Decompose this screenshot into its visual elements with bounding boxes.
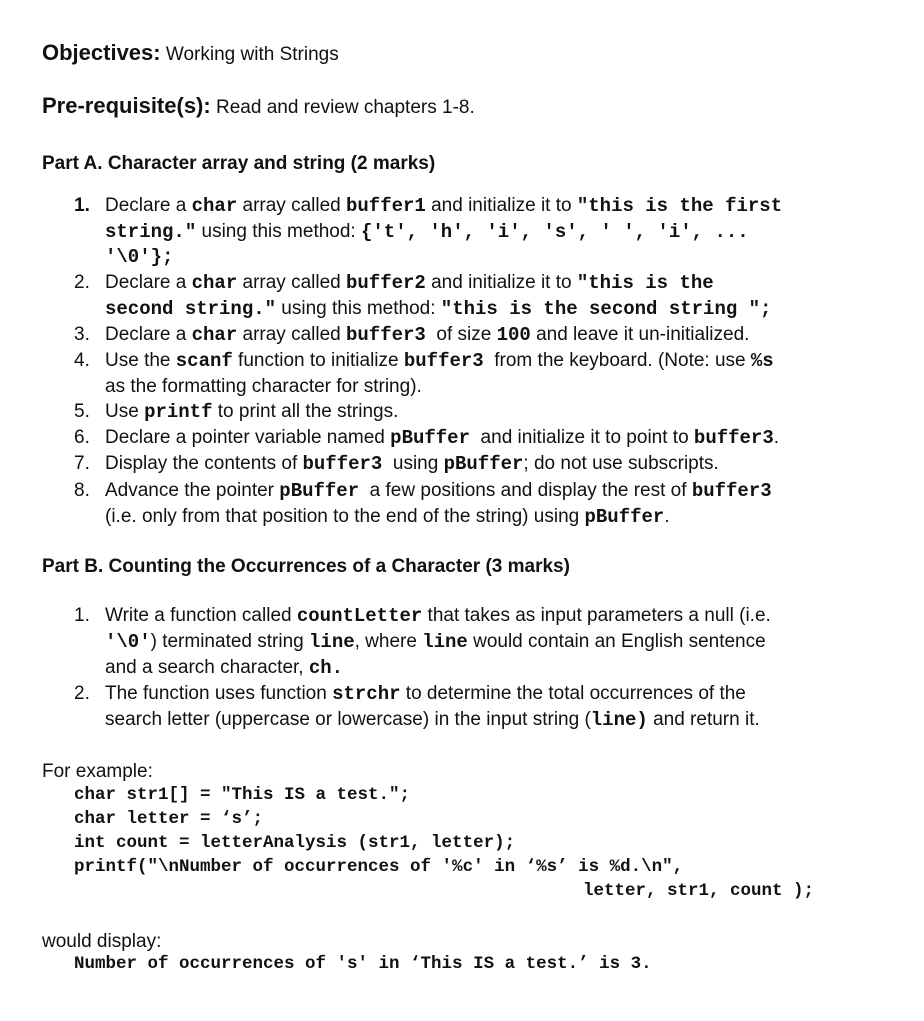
list-item-cont: as the formatting character for string). (105, 376, 422, 397)
code-line: char letter = ‘s’; (74, 809, 264, 829)
prereq-line (42, 93, 475, 121)
prereq-text: Read and review chapters 1-8. (210, 97, 475, 118)
list-item: 6. Declare a pointer variable named pBuffer and initialize it to point to buffer3. (74, 427, 780, 449)
code-line: char str1[] = "This IS a test."; (74, 785, 411, 805)
list-item-cont: string." using this method: {'t', 'h', 'i', 's', ' ', 'i', ... (105, 221, 749, 243)
list-item: 5. Use printf to print all the strings. (74, 401, 399, 423)
list-item-cont: search letter (uppercase or lowercase) in the input string (line) and return it. (105, 709, 760, 731)
part-a-title: Part A. Character array and string (2 marks) (42, 153, 436, 174)
list-item: 7. Display the contents of buffer3 using pBuffer; do not use subscripts. (74, 453, 719, 475)
list-item: 1. Declare a char array called buffer1 and initialize it to "this is the first (74, 195, 783, 217)
part-b-title: Part B. Counting the Occurrences of a Character (3 marks) (42, 556, 570, 577)
prereq-label: Pre-requisite(s): (42, 93, 211, 118)
code-line: letter, str1, count ); (583, 881, 815, 901)
list-item: 4. Use the scanf function to initialize buffer3 from the keyboard. (Note: use %s (74, 350, 774, 372)
list-item: 1. Write a function called countLetter that takes as input parameters a null (i.e. (74, 605, 771, 627)
list-item: 2. The function uses function strchr to determine the total occurrences of the (74, 683, 746, 705)
list-item: 3. Declare a char array called buffer3 of size 100 and leave it un-initialized. (74, 324, 750, 346)
list-item-cont: (i.e. only from that position to the end of the string) using pBuffer. (105, 506, 670, 528)
display-label: would display: (42, 931, 162, 952)
code-line: int count = letterAnalysis (str1, letter); (74, 833, 516, 853)
list-item: 2. Declare a char array called buffer2 and initialize it to "this is the (74, 272, 714, 294)
code-line: printf("\nNumber of occurrences of '%c' in ‘%s’ is %d.\n", (74, 857, 684, 877)
list-item-cont: '\0') terminated string line, where line would contain an English sentence (105, 631, 766, 653)
list-item-cont: second string." using this method: "this is the second string "; (105, 298, 772, 320)
list-item-cont: and a search character, ch. (105, 657, 344, 679)
example-label: For example: (42, 761, 153, 782)
list-item: 8. Advance the pointer pBuffer a few positions and display the rest of buffer3 (74, 480, 772, 502)
objectives-line (42, 40, 339, 68)
objectives-label: Objectives: (42, 40, 161, 65)
objectives-text: Working with Strings (160, 44, 339, 65)
output-line: Number of occurrences of 's' in ‘This IS a test.’ is 3. (74, 954, 652, 974)
list-item-cont: '\0'}; (105, 246, 174, 268)
